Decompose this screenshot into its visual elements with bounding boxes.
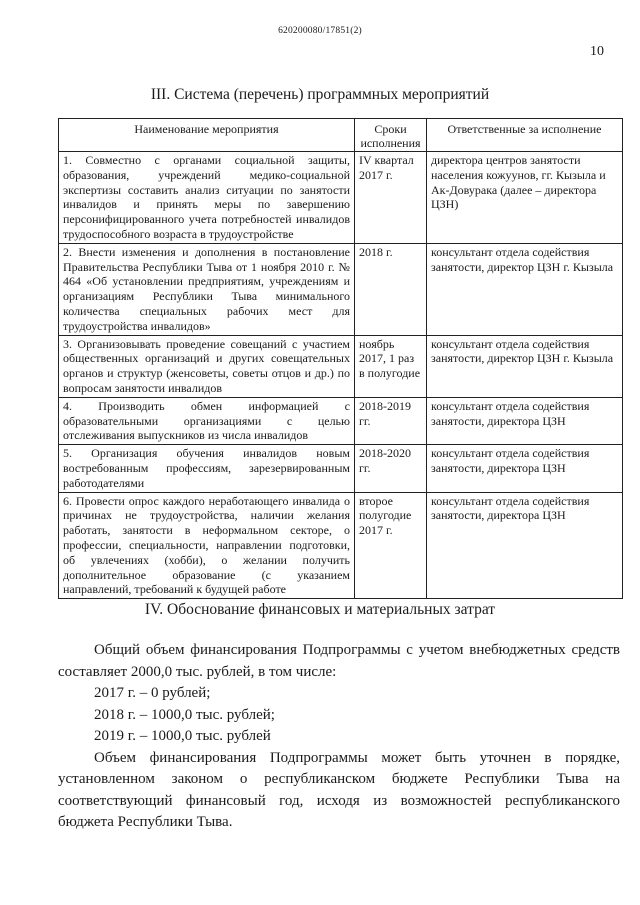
financing-text	[58, 640, 620, 834]
measure-responsible: консультант отдела содействия занятости, директор ЦЗН г. Кызыла	[427, 243, 623, 335]
financing-year-2017: 2017 г. – 0 рублей;	[94, 685, 211, 701]
section-4-title: IV. Обоснование финансовых и материальных затрат	[144, 601, 496, 618]
measure-deadline: второе полугодие 2017 г.	[355, 492, 427, 599]
document-code: 620200080/17851(2)	[278, 26, 362, 36]
measure-responsible: консультант отдела содействия занятости, директора ЦЗН	[427, 397, 623, 444]
table-row	[59, 152, 623, 244]
table-row	[59, 397, 623, 444]
measure-deadline: 2018-2019 гг.	[355, 397, 427, 444]
measure-responsible: директора центров занятости населения кожуунов, гг. Кызыла и Ак-Довурака (далее – директора ЦЗН)	[427, 152, 623, 244]
table-row	[59, 492, 623, 599]
page-number: 10	[590, 44, 604, 59]
table-row	[59, 335, 623, 397]
measure-name: 2. Внести изменения и дополнения в постановление Правительства Республики Тыва от 1 ноября 2010 г. № 464 «Об установлении предприятиям, учреждениям и организациям Республики Тыва минимального количества специальных рабочих мест для трудоустройства инвалидов»	[59, 243, 355, 335]
measure-deadline: ноябрь 2017, 1 раз в полугодие	[355, 335, 427, 397]
measure-deadline: 2018 г.	[355, 243, 427, 335]
header-responsible: Ответственные за исполнение	[427, 119, 623, 152]
financing-year-2019: 2019 г. – 1000,0 тыс. рублей	[94, 728, 271, 744]
financing-year-2018: 2018 г. – 1000,0 тыс. рублей;	[94, 706, 275, 723]
measure-responsible: консультант отдела содействия занятости, директор ЦЗН г. Кызыла	[427, 335, 623, 397]
header-measure-name: Наименование мероприятия	[59, 119, 355, 152]
measure-deadline: IV квартал 2017 г.	[355, 152, 427, 244]
measure-name: 3. Организовывать проведение совещаний с участием общественных организаций и других совещательных органов и структур (женсоветы, советы отцов и др.) по вопросам занятости инвалидов	[59, 335, 355, 397]
measure-name: 6. Провести опрос каждого неработающего инвалида о причинах не трудоустройства, наличии желания работать, занятости в неформальном секторе, о профессии, специальности, направлении подготовки, об увлечениях (хобби), о желании получить дополнительное образование (с указанием направлений, требований к будущей работе	[59, 492, 355, 599]
measure-name: 5. Организация обучения инвалидов новым востребованным профессиям, зарезервированным работодателями	[59, 445, 355, 492]
section-3-title: III. Система (перечень) программных мероприятий	[150, 86, 490, 103]
measure-responsible: консультант отдела содействия занятости, директора ЦЗН	[427, 492, 623, 599]
measure-deadline: 2018-2020 гг.	[355, 445, 427, 492]
table-row	[59, 445, 623, 492]
header-deadline: Сроки исполнения	[355, 119, 427, 152]
financing-intro: Общий объем финансирования Подпрограммы с учетом внебюджетных средств составляет 2000,0 тыс. рублей, в том числе:	[58, 642, 620, 680]
table-header-row	[59, 119, 623, 152]
program-measures-table	[58, 118, 623, 599]
financing-closing: Объем финансирования Подпрограммы может быть уточнен в порядке, установленном законом о республиканском бюджете Республики Тыва на соответствующий финансовый год, исходя из возможностей республиканского бюджета Республики Тыва.	[58, 749, 620, 830]
measure-responsible: консультант отдела содействия занятости, директора ЦЗН	[427, 445, 623, 492]
measure-name: 4. Производить обмен информацией с образовательными организациями с целью отслеживания выпускников из числа инвалидов	[59, 397, 355, 444]
table-row	[59, 243, 623, 335]
measure-name: 1. Совместно с органами социальной защиты, образования, учреждений медико-социальной экспертизы составить анализ ситуации по занятости инвалидов и принять меры по завершению персонифицированного учета потребностей инвалидов трудоспособного возраста в трудоустройстве	[59, 152, 355, 244]
